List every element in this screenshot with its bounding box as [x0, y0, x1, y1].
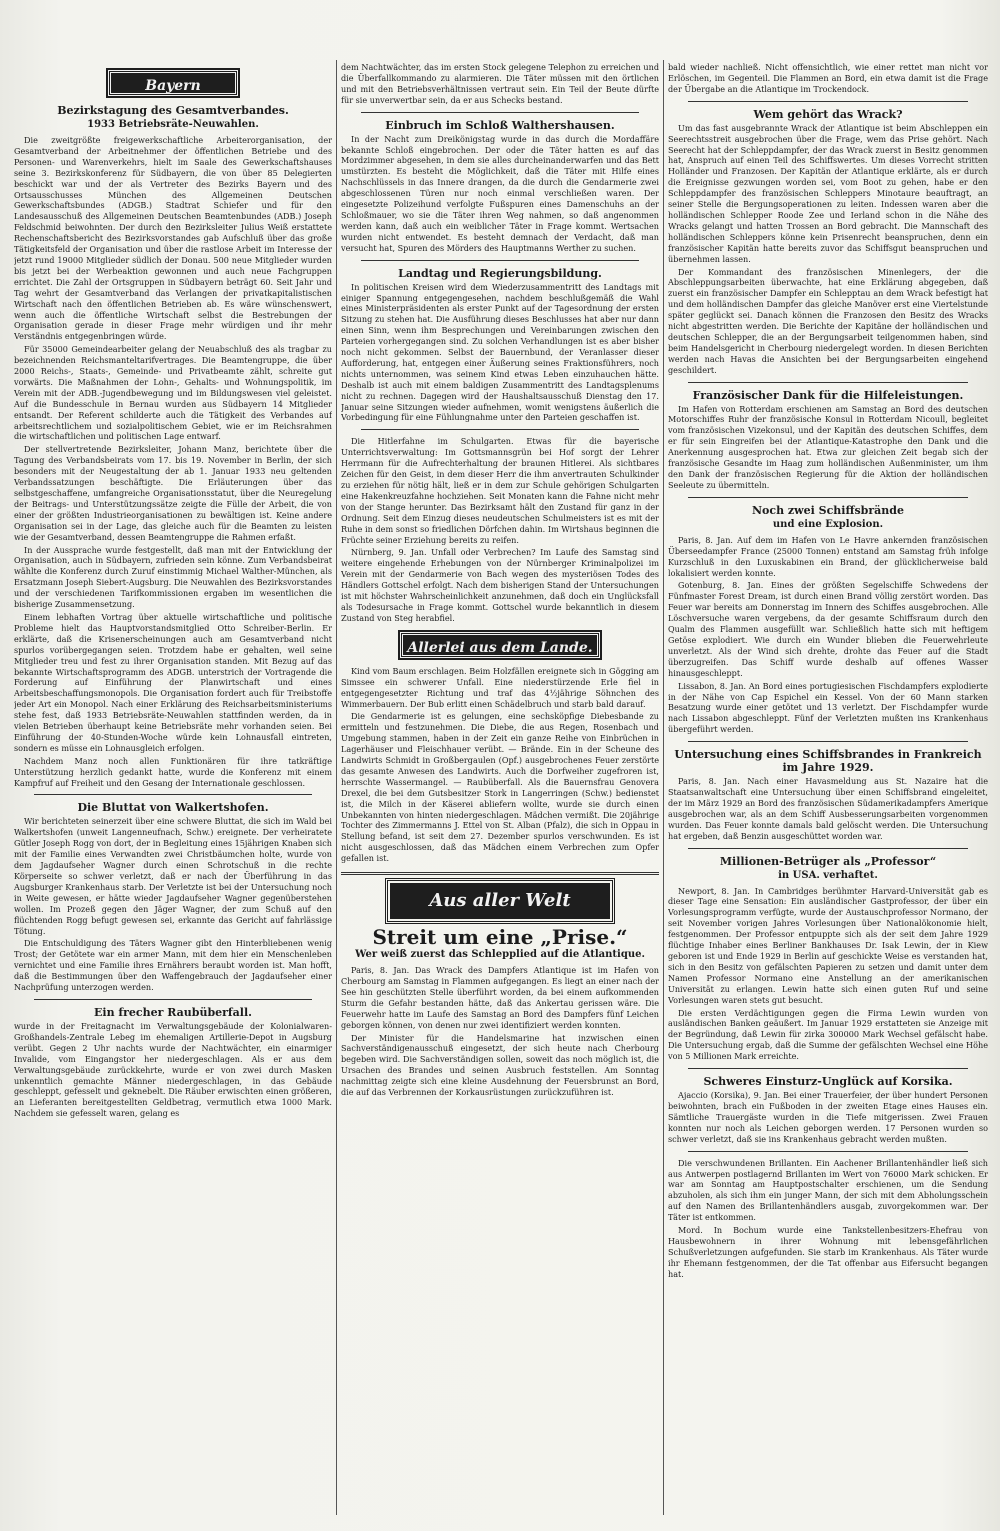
divider [361, 112, 639, 113]
article-heading: Einbruch im Schloß Walthershausen. [385, 118, 615, 132]
article-paragraph: Paris, 8. Jan. Das Wrack des Dampfers Atlantique ist im Hafen von Cherbourg am Samstag in Flammen aufgegangen. Es liegt an einer nach der See hin geschützten Stelle überführt worden, da bei einem aufkommenden Sturm die Gefahr bestanden hätte, daß das Ankertau gerissen wäre. Die Feuerwehr hatte im Laufe des Samstag an Bord des Dampfers fünf Leichen geborgen können, von denen nur zwei identifiziert werden konnten. [341, 965, 659, 1030]
article-paragraph: In der Aussprache wurde festgestellt, daß man mit der Entwicklung der Organisation, auch in Südbayern, zufrieden sein könne. Zum Verbandsbeirat wählte die Konferenz durch Zuruf einstimmig Michael Walther-München, als Ersatzmann Joseph Siebert-Augsburg. Die Neuwahlen des Bezirksvorstandes und der verschiedenen Tarifkommissionen ergaben im wesentlichen die bisherige Zusammensetzung. [14, 544, 332, 610]
article-paragraph: Newport, 8. Jan. In Cambridges berühmter Harvard-Universität gab es dieser Tage eine Sensation: Ein ausländischer Gastprofessor, der über ein Vorlesungsprogramm verfügte, wurde der Austauschprofessor Normano, der seit November vorigen Jahres Vorlesungen über Nationalökonomie hielt, festgenommen. Der Professor entpuppte sich als der seit dem Jahre 1929 flüchtige Inhaber eines Berliner Bankhauses Dr. Isak Lewin, der in Kiew geboren ist und Ende 1929 in Berlin auf geschickte Weise es verstanden hat, sich in den Besitz von gefälschten Papieren zu setzen und damit unter dem Namen Professor Normano eine Anstellung an der amerikanischen Universität zu erlangen. Lewin hatte sich einen guten Ruf und seine Vorlesungen waren stets gut besucht. [668, 885, 988, 1005]
divider [688, 741, 968, 742]
divider [341, 872, 659, 875]
article-heading: Noch zwei Schiffsbrände [752, 503, 904, 517]
article-paragraph: wurde in der Freitagnacht im Verwaltungsgebäude der Kolonialwaren-Großhandels-Zentrale Lebeg im ehemaligen Artillerie-Depot in Augsburg verübt. Gegen 2 Uhr nachts wurde der Nachtwächter, ein einarmiger Invalide, vom Eingangstor her niedergeschlagen. Als er aus dem Verwaltungsgebäude zurückkehrte, wurde er von zwei durch Masken unkenntlich gemachte Männer niedergeschlagen, in das Gebäude geschleppt, gefesselt und geknebelt. Die Räuber erwischten einen größeren, an Lieferanten bereitgestellten Geldbetrag, vermutlich etwa 1000 Mark. Nachdem sie gefesselt waren, gelang es [14, 1020, 332, 1119]
article-heading: Untersuchung eines Schiffsbrandes in Frankreich im Jahre 1929. [674, 748, 982, 775]
article-paragraph: Die ersten Verdächtigungen gegen die Firma Lewin wurden von ausländischen Banken geäußert. Im Januar 1929 erstatteten sie Anzeige mit der Begründung, daß Lewin für zirka 300000 Mark Wechsel gefälscht habe. Die Untersuchung ergab, daß die Summe der gefälschten Wechsel eine Höhe von 5 Millionen Mark erreichte. [668, 1007, 988, 1062]
section-banner-bayern: Bayern [108, 70, 238, 96]
divider [688, 1151, 968, 1152]
column-left [14, 62, 332, 1517]
column-middle [341, 62, 659, 1517]
article-paragraph: Einem lebhaften Vortrag über aktuelle wirtschaftliche und politische Probleme hielt das Hauptvorstandsmitglied Otto Schreiber-Berlin. Er erklärte, daß die Krisenerscheinungen auch am Gesamtverband nicht spurlos vorübergegangen seien. Trotzdem habe er gehalten, weil seine Mitglieder treu und fest zu ihrer Organisation standen. Mit Bezug auf das bekannte Wirtschaftsprogramm des ADGB. unterstrich der Vortragende die Forderung auf Einführung der Planwirtschaft und eines Arbeitsbeschaffungsmonopols. Die Organisation fordert auch für Treibstoffe jeder Art ein Monopol. Nach einer Erklärung des Reichsarbeitsministeriums stehe fest, daß 1933 Betriebsräte-Neuwahlen stattfinden werden, da in vielen Betrieben überhaupt keine Betriebsräte mehr vorhanden seien. Bei Einführung der 40-Stunden-Woche würde kein Lohnausfall eintreten, sondern es müsse ein Lohnausgleich erfolgen. [14, 611, 332, 753]
article-heading: Französischer Dank für die Hilfeleistungen. [692, 388, 964, 402]
article-subheading: 1933 Betriebsräte-Neuwahlen. [87, 119, 259, 130]
article-heading: Landtag und Regierungsbildung. [398, 266, 602, 280]
column-rule-right [663, 60, 664, 1515]
divider [688, 497, 968, 498]
article-paragraph: Der Kommandant des französischen Minenlegers, der die Abschleppungsarbeiten überwachte, hat eine Erklärung abgegeben, daß zuerst ein französischer Dampfer ein Schlepptau an dem Wrack befestigt hat und dem holländischen Dampfer das gleiche Manöver erst eine Viertelstunde später geglückt sei. Danach können die Franzosen den Besitz des Wracks nicht abgestritten werden. Die Berichte der Kapitäne der holländischen und deutschen Schlepper, die an der Bergungsarbeit teilgenommen haben, sind beim Handelsgericht in Cherbourg niedergelegt worden. In diesen Berichten werden nach Havas die Ansichten bei der Bergungsarbeiten eingehend geschildert. [668, 266, 988, 375]
article-paragraph: Gotenburg, 8. Jan. Eines der größten Segelschiffe Schwedens der Fünfmaster Forest Dream, ist durch einen Brand völlig zerstört worden. Das Feuer war bereits am Donnerstag im Innern des Schiffes ausgebrochen. Alle Löschversuche waren vergebens, da der gesamte Schiffsraum durch den Qualm des Flammen ausgefüllt war. Schließlich hatte sich mit heftigem Getöse explodiert. Wie durch ein Wunder blieben die Feuerwehrleute unverletzt. Als der Wind sich drehte, drohte das Feuer auf die Stadt überzugreifen. Das Schiff wurde deshalb auf offenes Wasser hinausgeschleppt. [668, 580, 988, 678]
article-paragraph: Paris, 8. Jan. Auf dem im Hafen von Le Havre ankernden französischen Überseedampfer France (25000 Tonnen) entstand am Samstag früh infolge Kurzschluß in den Luxuskabinen ein Brand, der glücklicherweise bald lokalisiert werden konnte. [668, 534, 988, 578]
article-heading: Bezirkstagung des Gesamtverbandes. [57, 104, 289, 117]
column-rule-left [336, 60, 337, 1515]
article-paragraph: Lissabon, 8. Jan. An Bord eines portugiesischen Fischdampfers explodierte in der Nähe von Cap Espichel ein Kessel. Von der 60 Mann starken Besatzung wurde einer getötet und 13 verletzt. Der Fischdampfer wurde nach Lissabon abgeschleppt. Fünf der Verletzten mußten ins Krankenhaus übergeführt werden. [668, 680, 988, 735]
article-heading: Die Bluttat von Walkertshofen. [77, 801, 269, 815]
article-paragraph: Die verschwundenen Brillanten. Ein Aachener Brillantenhändler ließ sich aus Antwerpen postlagernd Brillanten im Wert von 76000 Mark schicken. Er war am Sonntag am Hauptpostschalter erschienen, um die Sendung abzuholen, als sich ihm ein junger Mann, der sich mit dem Abholungsschein auf den Namen des Brillantenhändlers ausgab, zuvorgekommen war. Der Täter ist entkommen. [668, 1157, 988, 1223]
article-paragraph: Paris, 8. Jan. Nach einer Havasmeldung aus St. Nazaire hat die Staatsanwaltschaft eine Untersuchung über einen Schiffsbrand eingeleitet, der im März 1929 an Bord des französischen Südamerikadampfers Amerique ausgebrochen war, als an dem Schiff Ausbesserungsarbeiten vorgenommen wurden. Das Feuer konnte damals bald gelöscht werden. Die Untersuchung hat ergeben, daß Benzin ausgeschüttet worden war. [668, 776, 988, 841]
article-paragraph: Mord. In Bochum wurde eine Tankstellenbesitzers-Ehefrau von Hausbewohnern in ihrer Wohnung mit lebensgefährlichen Schußverletzungen aufgefunden. Sie starb im Krankenhaus. Als Täter wurde ihr Ehemann festgenommen, der die Tat offenbar aus Eifersucht begangen hat. [668, 1225, 988, 1279]
article-paragraph: Die Hitlerfahne im Schulgarten. Etwas für die bayerische Unterrichtsverwaltung: Im Gottsmannsgrün bei Hof sorgt der Lehrer Herrmann für die Aufrechterhaltung der braunen Hitlerei. Als sichtbares Zeichen für den Geist, in dem dieser Herr die ihm anvertrauten Schulkinder zu erziehen für nötig hält, ließ er in dem zur Schule gehörigen Schulgarten eine Hakenkreuzfahne hochziehen. Seit Monaten kann die Fahne nicht mehr von der Stange herunter. Das Bezirksamt hält den Zustand für ganz in der Ordnung. Seit dem Einzug dieses neudeutschen Schulmeisters ist es mit der Ruhe in dem sonst so friedlichen Dörfchen dahin. Im Wirtshaus beginnen die Früchte seiner Erziehung bereits zu reifen. [341, 436, 659, 545]
article-paragraph: Nachdem Manz noch allen Funktionären für ihre tatkräftige Unterstützung herzlich gedankt hatte, wurde die Konferenz mit einem Kampfruf auf Freiheit und den Gesang der Internationale geschlossen. [14, 755, 332, 788]
divider [688, 101, 968, 102]
article-paragraph: Die Entschuldigung des Täters Wagner gibt den Hinterbliebenen wenig Trost; der Getötete war ein armer Mann, mit dem hier ein Menschenleben vernichtet und eine Familie ihres Ernährers beraubt worden ist. Man hofft, daß die Bestimmungen über den Waffengebrauch der Jagdaufseher einer Nachprüfung unterzogen werden. [14, 938, 332, 993]
divider [688, 848, 968, 849]
divider [688, 1068, 968, 1069]
article-paragraph: Ajaccio (Korsika), 9. Jan. Bei einer Trauerfeier, der über hundert Personen beiwohnten, brach ein Fußboden in der zweiten Etage eines Hauses ein. Sämtliche Trauergäste wurden in die Tiefe mitgerissen. Zwei Frauen konnten nur noch als Leichen geborgen werden. 17 Personen wurden so schwer verletzt, daß sie ins Krankenhaus gebracht werden mußten. [668, 1090, 988, 1144]
section-banner-aus-aller-welt: Aus aller Welt [390, 883, 610, 919]
divider [34, 794, 312, 795]
divider [361, 260, 639, 261]
divider [361, 429, 639, 430]
article-paragraph: Für 35000 Gemeindearbeiter gelang der Neuabschluß des als tragbar zu bezeichnenden Reichsmanteltarifvertrages. Die Beamtengruppe, die über 2000 Reichs-, Staats-, Gemeinde- und Privatbeamte zählt, schreite gut vorwärts. Die Maßnahmen der Lohn-, Gehalts- und Wohnungspolitik, im Verein mit der ADB.-Jugendbewegung und im Bildungswesen viel geleistet. Auf die Bundesschule in Bernau wurden aus Südbayern 14 Mitglieder entsandt. Der Referent schilderte auch die Tätigkeit des Verbandes auf arbeitsrechtlichem und sozialpolitischem Gebiet, wie er im Reichsrahmen die wirtschaftlichen und politischen Lage entwarf. [14, 344, 332, 442]
article-paragraph: Der Minister für die Handelsmarine hat inzwischen einen Sachverständigenausschuß eingesetzt, der sich heute nach Cherbourg begeben wird. Die Sachverständigen sollen, soweit das noch möglich ist, die Ursachen des Brandes und seinen Ausbruch feststellen. Am Sonntag nachmittag zeigte sich eine kleine Ausdehnung der Feuersbrunst an Bord, die auf das Verbrennen der Korkausrüstungen zurückzuführen ist. [341, 1032, 659, 1098]
article-heading: Wem gehört das Wrack? [753, 107, 903, 121]
article-paragraph: Wir berichteten seinerzeit über eine schwere Bluttat, die sich im Wald bei Walkertshofen (unweit Langenneufnach, Schw.) ereignete. Der verheiratete Gütler Joseph Rogg von dort, der in Begleitung eines 15jährigen Knaben sich mit der Familie eines Verwandten zwei Christbäumchen holte, wurde von dem Jagdaufseher Wagner durch einen Schrotschuß in die rechte Körperseite so schwer verletzt, daß er nach der Überführung in das Augsburger Krankenhaus starb. Der Verletzte ist bei der Untersuchung noch in Weite gewesen, er hätte wieder Jagdaufseher Wagner gegenüberstehen wollen. Im Prozeß gegen den Jäger Wagner, der zum Schuß auf den flüchtenden Rogg befugt gewesen sei, erkannte das Gericht auf fahrlässige Tötung. [14, 816, 332, 936]
article-heading: Schweres Einsturz-Unglück auf Korsika. [703, 1075, 953, 1089]
column-right [668, 62, 988, 1517]
article-paragraph: Die zweitgrößte freigewerkschaftliche Arbeiterorganisation, der Gesamtverband der Arbeitnehmer der öffentlichen Betriebe und des Personen- und Warenverkehrs, hielt im Saale des Gewerkschaftshauses seine 3. Bezirkskonferenz für Südbayern, die von über 85 Delegierten beschickt war und der als Vertreter des Bezirks Bayern und des Ortsausschusses München des Allgemeinen Deutschen Gewerkschaftsbundes (ADGB.) Stadtrat Schiefer und für den Landesausschuß des Allgemeinen Deutschen Beamtenbundes (ADB.) Joseph Feldschmid beiwohnten. Der durch den Bezirksleiter Julius Weiß erstattete Rechenschaftsbericht des Bezirksvorstandes gab Aufschluß über das große Tätigkeitsfeld der Organisation und über die rastlose Arbeit im Interesse der jetzt rund 19000 Mitglieder südlich der Donau. 500 neue Mitglieder wurden bis jetzt bei der Werbeaktion gewonnen und auch neue Fachgruppen errichtet. Die Zahl der Ortsgruppen in Südbayern beträgt 60. Seit Jahr und Tag wehrt der Gesamtverband das Verlangen der privatkapitalistischen Wirtschaft nach den öffentlichen Betrieben ab. Es wäre wünschenswert, wenn auch die öffentliche Wirtschaft selbst die Bestrebungen der Organisation gerade in dieser Frage mehr würdigen und ihr mehr Verständnis entgegenbringen würde. [14, 135, 332, 342]
article-paragraph: In politischen Kreisen wird dem Wiederzusammentritt des Landtags mit einiger Spannung entgegengesehen, nachdem beschlußgemäß die Wahl eines Ministerpräsidenten als erster Punkt auf der Tagesordnung der ersten Sitzung zu stehen hat. Die Ausführung dieses Beschlusses hat aber nur dann einen Sinn, wenn ihm Besprechungen und Vereinbarungen zwischen den Parteien vorhergegangen sind. Zu solchen Verhandlungen ist es aber bisher noch nicht gekommen. Selbst der Bauernbund, der Veranlasser dieser Aufforderung, hat, entgegen einer Äußerung seines Fraktionsführers, noch nichts unternommen, was seinem Kind etwas Leben einzuhauchen hätte. Deshalb ist auch mit einem baldigen Zusammentritt des Landtagsplenums nicht zu rechnen. Dagegen wird der Haushaltsausschuß Dienstag den 17. Januar seine Sitzungen wieder aufnehmen, womit wenigstens äußerlich die Vorbedingung für eine Fühlungnahme unter den Parteien geschaffen ist. [341, 281, 659, 423]
article-subheading: Wer weiß zuerst das Schlepplied auf die Atlantique. [355, 949, 645, 961]
article-subheading: und eine Explosion. [772, 518, 884, 530]
article-big-heading: Streit um eine „Prise.“ [372, 925, 628, 950]
article-paragraph: Kind vom Baum erschlagen. Beim Holzfällen ereignete sich in Gögging am Simssee ein schwerer Unfall. Eine niederstürzende Erle fiel in entgegengesetzter Richtung und traf das 4½jährige Söhnchen des Wimmerbauern. Der Bub erlitt einen Schädelbruch und starb bald darauf. [341, 665, 659, 709]
article-paragraph: Nürnberg, 9. Jan. Unfall oder Verbrechen? Im Laufe des Samstag sind weitere eingehende Erhebungen von der Nürnberger Kriminalpolizei im Verein mit der Gendarmerie von Bach wegen des mysteriösen Todes des Händlers Gottschel erfolgt. Nach dem bisherigen Stand der Untersuchungen ist mit höchster Wahrscheinlichkeit anzunehmen, daß doch ein Unglücksfall als Todesursache in Frage kommt. Gottschel wurde bekanntlich in diesem Zustand von Steg herabfiel. [341, 547, 659, 623]
article-paragraph: Die Gendarmerie ist es gelungen, eine sechsköpfige Diebesbande zu ermitteln und festzunehmen. Die Diebe, die aus Regen, Rosenbach und Umgebung stammen, haben in der Zeit ein ganze Reihe von Einbrüchen in Lagerhäuser und Fleischhauer verübt. — Brände. Ein in der Scheune des Landwirts Schmidt in Großbergaulen (Opf.) ausgebrochenes Feuer zerstörte das gesamte Anwesen des Landwirts. Auch die Dorfweiher zugefroren ist, herrschte Wassermangel. — Raubüberfall. Als die Bauernsfrau Genovera Drexel, die bei dem Gutsbesitzer Stork in Langerringen (Schw.) bedienstet ist, die Milch in der Käserei abliefern wollte, wurde sie durch einen Unbekannten von hinten niedergeschlagen. Mädchen vermißt. Die 20jährige Tochter des Zimmermanns J. Ettel von St. Alban (Pfalz), die sich in Oppau in Stellung befand, ist seit dem 27. Dezember spurlos verschwunden. Es ist nicht ausgeschlossen, daß das Mädchen einem Verbrechen zum Opfer gefallen ist. [341, 711, 659, 864]
article-paragraph: In der Nacht zum Dreikönigstag wurde in das durch die Mordaffäre bekannte Schloß eingebrochen. Der oder die Täter hatten es auf das Mordzimmer abgesehen, in dem sie alles durcheinanderwarfen und das Bett umstürzten. Es besteht die Möglichkeit, daß die Täter mit Hilfe eines Nachschlüssels in das Innere drangen, da die durch die Gendarmerie zwei abgeschlossenen Türen nur noch einmal verschließen waren. Der eingesetzte Polizeihund verfolgte Fußspuren eines Damenschuhs an der Schloßmauer, wo sie die Täter ihren Weg nahmen, so daß angenommen werden kann, daß auch ein weiblicher Täter in Frage kommt. Wertsachen wurden nicht entwendet. Es besteht demnach der Verdacht, daß man versucht hat, Spuren des Mörders des Hauptmanns Werther zu suchen. [341, 133, 659, 253]
section-banner-allerlei: Allerlei aus dem Lande. [400, 632, 600, 658]
article-paragraph: bald wieder nachließ. Nicht offensichtlich, wie einer rettet man nicht vor Erlöschen, im Gegenteil. Die Flammen an Bord, ein etwa damit ist die Frage der Übergabe an die Atlantique im Trockendock. [668, 62, 988, 94]
article-paragraph: Im Hafen von Rotterdam erschienen am Samstag an Bord des deutschen Motorschiffes Ruhr der französische Konsul in Rotterdam Nicoull, begleitet vom französischen Vizekonsul, und der Kapitän des deutschen Schiffes, dem er für sein Eingreifen bei der Atlantique-Katastrophe den Dank und die Anerkennung ausgesprochen hat. Etwa zur gleichen Zeit begab sich der französische Gesandte im Haag zum holländischen Außenminister, um ihm den Dank der französischen Regierung für die Aktion der holländischen Seeleute zu übermitteln. [668, 403, 988, 490]
article-subheading: in USA. verhaftet. [778, 869, 878, 881]
article-paragraph: Um das fast ausgebrannte Wrack der Atlantique ist beim Abschleppen ein Seerechtsstreit ausgebrochen über die Frage, wem das Prise gehört. Nach Seerecht hat der Schleppdampfer, der das Wrack zuerst in Besitz genommen hat, Anspruch auf einen Teil des Schiffswertes. Um dieses Vorrecht stritten Holländer und Franzosen. Der Kapitän der Atlantique erklärte, als er durch die Ereignisse gezwungen worden sei, vom Boot zu gehen, habe er den Schleppdampfer des französischen Schleppers Minotaure beauftragt, an seiner Stelle die Bergungsoperationen zu leiten. Indessen waren aber die holländischen Schlepper Roode Zee und Ierland schon in die Nähe des Wracks gelangt und hatten Trossen an Bord gebracht. Die Mannschaft des holländischen Schleppers könne kein Prisenrecht beanspruchen, denn ein französischer Kapitän hatte bereits zuvor das Schiffsgut beanspruchen und übernehmen lassen. [668, 122, 988, 264]
article-heading: Millionen-Betrüger als „Professor“ [719, 854, 937, 868]
article-paragraph: Der stellvertretende Bezirksleiter, Johann Manz, berichtete über die Tagung des Verbandsbeirats vom 17. bis 19. November in Berlin, der sich besonders mit der Neugestaltung der ab 1. Januar 1933 neu geltenden Verbandssatzungen beschäftigte. Die Erläuterungen über das selbstgeschaffene, umfangreiche Organisationsstatut, über die Neuregelung der Beitrags- und Unterstützungssätze zeigte die Fülle der Arbeit, die von einer der größten Industrieorganisationen zu bewältigen ist. Keine andere Organisation sei in der Lage, das gleiche auch für die Beamten zu leisten wie der Gesamtverband, dessen Beamtengruppe die Rahmen erfaßt. [14, 444, 332, 542]
divider [34, 999, 312, 1000]
article-paragraph: dem Nachtwächter, das im ersten Stock gelegene Telephon zu erreichen und die Überfallkommando zu alarmieren. Die Täter müssen mit den örtlichen und mit den Betriebsverhältnissen vertraut sein. Ein Teil der Beute dürfte für sie unverwertbar sein, da er aus Schecks bestand. [341, 62, 659, 105]
article-heading: Ein frecher Raubüberfall. [94, 1005, 252, 1019]
divider [688, 382, 968, 383]
